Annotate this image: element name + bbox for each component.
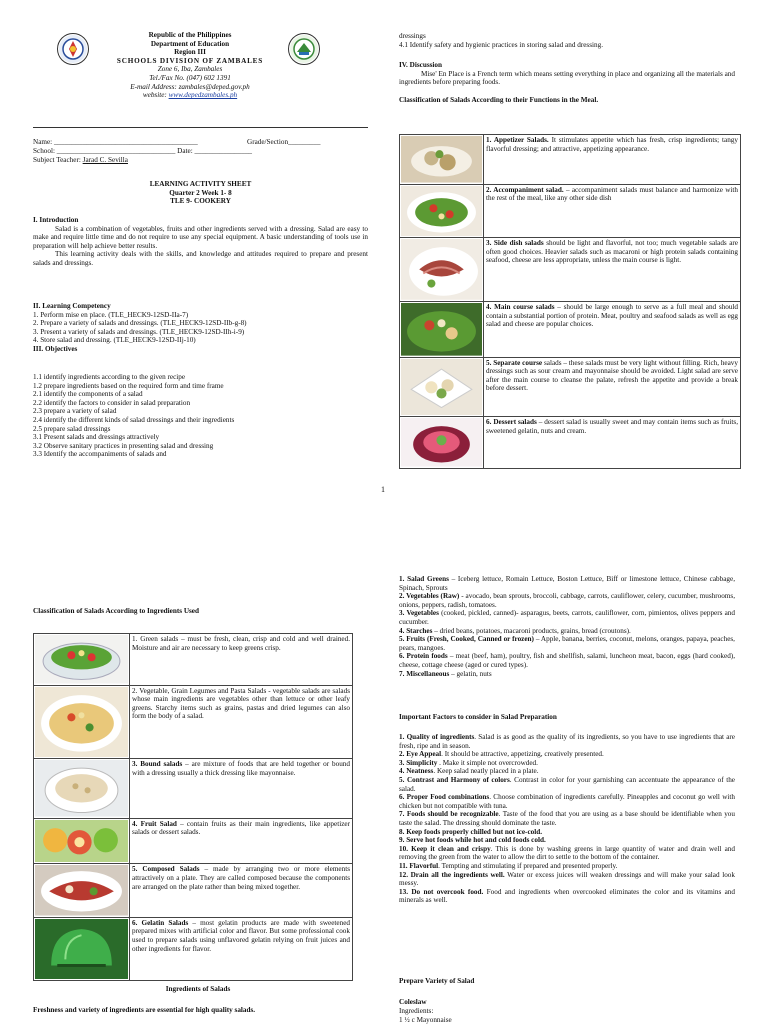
title-line: TLE 9- COOKERY — [170, 197, 231, 206]
dessert-salad-image — [400, 417, 484, 469]
objectives-list — [33, 373, 368, 459]
ingredient-category-text: – meat (beef, ham), poultry, fish and shellfish, salami, luncheon meat, bacon, eggs (hard cooked), cheese, cottage cheese (aged or cured types). — [399, 652, 735, 669]
student-form — [33, 138, 368, 164]
ingredient-category-label: 6. Protein foods — [399, 652, 448, 661]
divider — [33, 127, 368, 128]
prepare-heading: Prepare Variety of Salad — [399, 977, 475, 985]
recipe-ingredients-label: Ingredients: — [399, 1007, 434, 1015]
table-row — [400, 238, 741, 302]
factor-text: . It should be attractive, appetizing, creatively presented. — [441, 750, 604, 759]
objective-item: 4.1 Identify safety and hygienic practices in storing salad and dressing. — [399, 40, 603, 49]
deped-seal-icon — [57, 33, 89, 65]
factor-label: 5. Contrast and Harmony of colors — [399, 775, 510, 784]
website-line — [100, 91, 280, 100]
header-line: Republic of the Philippines — [148, 31, 232, 39]
header-line: Tel./Fax No. (047) 602 1391 — [149, 73, 231, 82]
ingredient-category-text: - avocado, bean sprouts, broccoli, cabbage, carrots, cauliflower, celery, cucumber, mushrooms, onions, peppers, radish, tomatoes. — [399, 592, 735, 609]
function-salad-table — [399, 134, 741, 469]
header-line: Region III — [174, 48, 206, 57]
factor-label: 13. Do not overcook food. — [399, 887, 484, 896]
objective-item: 2.1 identify the components of a salad — [33, 390, 143, 399]
accompaniment-salad-image — [400, 184, 484, 238]
salad-type-description: – accompaniment salads must balance and harmonize with the rest of the meal, like any other side dish — [486, 185, 739, 203]
introduction-section — [33, 216, 368, 268]
ingredient-category-label: 5. Fruits (Fresh, Cooked, Canned or frozen) — [399, 635, 534, 644]
salad-type-description: – should be large enough to serve as a full meal and should contain a substantial portion of protein. Meat, poultry and seafood salads as well as egg salad and cheese are popular choices. — [486, 302, 739, 329]
salad-type-label: 4. Fruit Salad — [132, 819, 177, 828]
salad-type-description: 2. Vegetable, Grain Legumes and Pasta Salads - vegetable salads are salads whose main ingredients are vegetables other than lettuce or other leafy greens. Starchy items such as grains, pastas and dried legumes can also form the body of a salad. — [132, 686, 350, 721]
ingredient-category-label: 4. Starches — [399, 626, 433, 635]
ingredient-salad-table — [33, 633, 353, 981]
salad-type-description: 1. Green salads – must be fresh, clean, crisp and cold and well drained. Moisture and air are necessary to keep greens crisp. — [130, 634, 353, 686]
gelatin-salad-image — [34, 917, 130, 981]
competency-item: 2. Prepare a variety of salads and dressings. (TLE_HECK9-12SD-IIb-g-8) — [33, 319, 247, 328]
letterhead — [100, 31, 280, 100]
factor-text: . Contrast in color for your garnishing can accentuate the appearance of the salad. — [399, 775, 735, 793]
factors-list — [399, 733, 735, 905]
intro-paragraph: Salad is a combination of vegetables, fruits and other ingredients served with a dressing. Salad are easy to make and require little time and do not require to use any special equipment. A basic understanding of tools use in preparation will help achieve better results. — [33, 224, 368, 250]
salad-type-description: – made by arranging two or more elements attractively on a plate. They are called composed because the components are arranged on the plate rather than being mixed together. — [132, 865, 350, 891]
green-salad-image — [34, 634, 130, 686]
ingredient-category-text: – dried beans, potatoes, macaroni products, grains, bread (croutons). — [432, 626, 631, 635]
salad-type-description: salads – these salads must be very light without filling. Rich, heavy dressings such as sour cream and mayonnaise should be avoided. Light salad are serve after the main course to cleanse the palate, refresh the appetite and provide a break before dessert. — [486, 358, 738, 393]
table-row — [400, 135, 741, 185]
factor-label: 4. Neatness — [399, 767, 434, 776]
competency-heading: II. Learning Competency — [33, 302, 111, 310]
factor-text: . Tempting and stimulating if prepared and presented properly. — [438, 861, 618, 870]
grade-field: Grade/Section_________ — [247, 138, 321, 146]
recipe-title: Coleslaw — [399, 998, 427, 1006]
title-line: Quarter 2 Week 1- 8 — [169, 188, 232, 197]
page-number: 1 — [381, 485, 385, 494]
discussion-paragraph: Mise' En Place is a French term which means setting everything in place and organizing all the materials and ingredients before preparing foods. — [399, 69, 735, 87]
recipe-ingredient: 1 ½ c Mayonnaise — [399, 1016, 452, 1024]
salad-type-label: 3. Side dish salads — [486, 239, 544, 248]
objective-item: 1.1 identify ingredients according to the given recipe — [33, 373, 186, 381]
factor-label: 8. Keep foods properly chilled but not ice-cold. — [399, 827, 543, 836]
separate-course-salad-image — [400, 357, 484, 417]
factor-label: 10. Keep it clean and crispy — [399, 844, 491, 853]
competency-section — [33, 302, 368, 354]
fruit-salad-image — [34, 818, 130, 863]
sheet-title — [33, 180, 368, 206]
appetizer-salad-image — [400, 135, 484, 185]
salad-type-label: 5. Separate course — [486, 358, 543, 367]
salad-type-description: – most gelatin products are made with sweetened prepared mixes with artificial color and flavor. But some professional cook used to prepare salads using unflavored gelatin relying on fruit juices and other ingredients for flavor. — [132, 918, 350, 953]
competency-item: 1. Perform mise en place. (TLE_HECK9-12SD-IIa-7) — [33, 310, 189, 319]
table-row — [400, 184, 741, 238]
intro-paragraph: This learning activity deals with the skills, and knowledge and attitudes required to prepare and present salads and dressings. — [33, 250, 368, 267]
factor-label: 11. Flavorful — [399, 861, 439, 870]
ingredient-category-text: – Apple, banana, berries, coconut, melons, oranges, papaya, peaches, pears, mangoes. — [399, 635, 735, 652]
table-row — [34, 759, 353, 819]
header-line: SCHOOLS DIVISION OF ZAMBALES — [116, 56, 264, 65]
main-course-salad-image — [400, 301, 484, 357]
factor-label: 6. Proper Food combinations — [399, 793, 490, 802]
factor-text: . Make it simple not overcrowded. — [437, 758, 538, 767]
factor-text: . This is done by washing greens in large quantity of water and drain well and removing the green from the water to allow the dirt to settle to the bottom of the container. — [399, 844, 735, 862]
website-label: website: — [142, 91, 169, 100]
teacher-label: Subject Teacher: — [33, 155, 83, 164]
header-line: E-mail Address: zambales@deped.gov.ph — [130, 82, 250, 91]
ingredient-category-label: 2. Vegetables (Raw) — [399, 592, 460, 601]
factor-label: 12. Drain all the ingredients well. — [399, 870, 505, 879]
salad-type-label: 6. Gelatin Salads — [132, 918, 189, 927]
school-field: School: _________________________________ Date: ________________ — [33, 147, 253, 155]
discussion-heading: IV. Discussion — [399, 61, 443, 70]
objectives-heading: III. Objectives — [33, 344, 78, 353]
header-line: Zone 6, Iba, Zambales — [157, 65, 223, 74]
header-line: Department of Education — [150, 39, 230, 48]
teacher-field — [33, 156, 368, 165]
salad-type-description: should be light and flavorful, not too; much vegetable salads are often good choices. Heavier salads such as macaroni or high protein salads containing seafood, cheese are less appropriate, unless the main course is light. — [486, 239, 738, 265]
salad-type-label: 2. Accompaniment salad. — [486, 185, 564, 194]
table-row — [400, 417, 741, 469]
factor-label: 2. Eye Appeal — [399, 750, 442, 759]
objective-continued: dressings — [399, 32, 426, 40]
objective-item: 2.5 prepare salad dressings — [33, 424, 111, 433]
salad-type-description: – dessert salad is usually sweet and may contain items such as fruits, sweetened gelatin, nuts and cream. — [486, 418, 738, 435]
intro-heading: I. Introduction — [33, 216, 79, 224]
table-row — [34, 864, 353, 918]
bound-salad-image — [34, 759, 130, 819]
factor-text: Water or excess juices will weaken dressings and will make your salad look messy. — [399, 870, 735, 888]
factor-label: 3. Simplicity — [399, 758, 438, 767]
freshness-note: Freshness and variety of ingredients are essential for high quality salads. — [33, 1006, 256, 1014]
table-row — [34, 685, 353, 759]
factor-label: 9. Serve hot foods while hot and cold foods cold. — [399, 836, 546, 845]
ingredient-category-text: – Iceberg lettuce, Romain Lettuce, Boston Lettuce, Biff or limestone lettuce, Chinese cabbage, Spinach, Sprouts — [399, 575, 736, 592]
objective-item: 2.4 identify the different kinds of salad dressings and their ingredients — [33, 415, 235, 424]
factor-label: 7. Foods should be recognizable — [399, 810, 499, 819]
table-row — [34, 818, 353, 863]
objective-item: 3.2 Observe sanitary practices in presenting salad and dressing — [33, 441, 214, 450]
factor-text: Food and ingredients when overcooked eliminates the color and its vitamins and minerals as well. — [399, 887, 735, 905]
salad-type-description: It stimulates appetite which has fresh, crisp ingredients; tangy flavorful dressing; and attractive, appetizing appearance. — [486, 136, 738, 153]
salad-type-description: – contain fruits as their main ingredients, like appetizer salads or dessert salads. — [132, 819, 350, 837]
ingredient-category-text: (cooked, pickled, canned)- asparagus, beets, carrots, cauliflower, corn, pimientos, olives peppers and cucumber. — [399, 609, 735, 626]
side-dish-salad-image — [400, 238, 484, 302]
vegetable-grain-salad-image — [34, 685, 130, 759]
composed-salad-image — [34, 864, 130, 918]
teacher-name: Jarad C. Sevilla — [82, 155, 128, 164]
competency-item: 4. Store salad and dressing. (TLE_HECK9-12SD-IIj-10) — [33, 336, 196, 345]
salad-type-label: 6. Dessert salads — [486, 418, 537, 427]
division-seal-icon — [288, 33, 320, 65]
factor-text: . Keep salad neatly placed in a plate. — [433, 767, 539, 776]
factor-text: . Salad is as good as the quality of its ingredients, so you have to use ingredients that are fresh, ripe and in season. — [399, 733, 735, 750]
table-row — [400, 357, 741, 417]
ingredient-category-label: 1. Salad Greens — [399, 575, 449, 583]
discussion-section — [399, 32, 735, 105]
table-row — [400, 301, 741, 357]
salad-type-label: 3. Bound salads — [132, 760, 183, 769]
table-row — [34, 917, 353, 981]
objective-item: 2.2 identify the factors to consider in salad preparation — [33, 398, 191, 407]
salad-type-label: 1. Appetizer Salads. — [486, 136, 549, 144]
objective-item: 1.2 prepare ingredients based on the required form and time frame — [33, 381, 224, 390]
function-classification-heading: Classification of Salads According to their Functions in the Meal. — [399, 95, 599, 104]
ingredients-heading: Ingredients of Salads — [165, 985, 231, 993]
ingredient-category-label: 7. Miscellaneous — [399, 669, 450, 678]
title-line: LEARNING ACTIVITY SHEET — [149, 180, 252, 188]
ingredient-category-text: – gelatin, nuts — [449, 669, 492, 678]
table-row — [34, 634, 353, 686]
factor-text: . Choose combination of ingredients carefully. Pineapples and coconut go well with chicken but not compatible with tuna. — [399, 793, 735, 810]
factor-label: 1. Quality of ingredients — [399, 733, 475, 741]
factor-text: . Taste of the food that you are using as a base should be identifiable when you taste the salad. The dressing should dominate the taste. — [399, 810, 735, 827]
name-field: Name: ________________________________________ — [33, 138, 198, 146]
objective-item: 3.3 Identify the accompaniments of salads and — [33, 450, 167, 459]
factors-heading: Important Factors to consider in Salad Preparation — [399, 713, 557, 721]
competency-item: 3. Present a variety of salads and dressings. (TLE_HECK9-12SD-IIh-i-9) — [33, 327, 245, 336]
objective-item: 3.1 Present salads and dressings attractively — [33, 433, 160, 442]
salad-type-label: 4. Main course salads — [486, 302, 555, 311]
salad-type-label: 5. Composed Salads — [132, 865, 200, 874]
ingredient-category-label: 3. Vegetables — [399, 609, 439, 618]
website-link[interactable]: www.depedzambales.ph — [168, 91, 238, 100]
ingredient-classification-heading: Classification of Salads According to Ingredients Used — [33, 607, 199, 615]
objective-item: 2.3 prepare a variety of salad — [33, 407, 117, 416]
salad-type-description: – are mixture of foods that are held together or bound with a dressing usually a thick dressing like mayonnaise. — [132, 760, 350, 777]
salad-ingredients-list — [399, 575, 735, 678]
